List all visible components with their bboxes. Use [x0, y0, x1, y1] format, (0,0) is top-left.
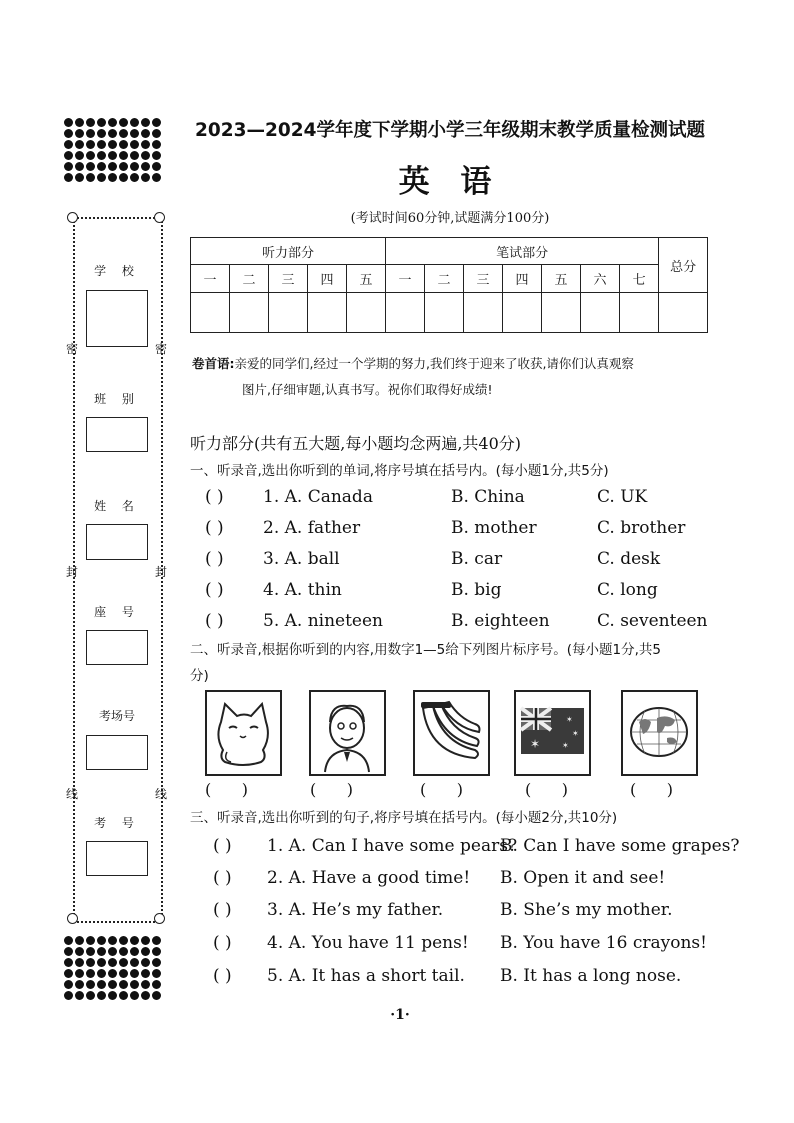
option-c: C. desk	[597, 549, 661, 569]
dot-mark	[130, 151, 139, 160]
australia-flag-icon	[516, 692, 589, 774]
dot-mark	[64, 980, 73, 989]
dot-mark	[108, 140, 117, 149]
dot-mark	[108, 991, 117, 1000]
option-b: B. China	[451, 487, 525, 507]
dot-mark	[75, 118, 84, 127]
dot-mark	[108, 151, 117, 160]
listening-part-heading: 听力部分(共有五大题,每小题均念两遍,共40分)	[190, 434, 522, 453]
dot-mark	[152, 936, 161, 945]
dot-mark	[64, 118, 73, 127]
total-score-cell[interactable]	[659, 293, 708, 333]
dot-mark	[64, 173, 73, 182]
dot-mark	[75, 162, 84, 171]
dot-mark	[108, 162, 117, 171]
option-c: C. UK	[597, 487, 648, 507]
option-a: 5. A. It has a short tail.	[267, 966, 465, 986]
dot-mark	[119, 991, 128, 1000]
option-a: 2. A. Have a good time!	[267, 868, 471, 888]
dot-mark	[141, 958, 150, 967]
dot-mark	[64, 947, 73, 956]
dot-mark	[97, 173, 106, 182]
dot-mark	[64, 140, 73, 149]
globe-icon	[623, 692, 696, 774]
score-cell[interactable]	[347, 293, 386, 333]
dot-mark	[97, 151, 106, 160]
dot-mark	[97, 947, 106, 956]
svg-text:✶: ✶	[530, 737, 541, 751]
dot-mark	[141, 980, 150, 989]
section1-question	[205, 487, 725, 517]
dot-mark	[119, 173, 128, 182]
school-field[interactable]	[86, 290, 148, 347]
ring-icon	[67, 212, 78, 223]
dot-mark	[86, 173, 95, 182]
subject-title: 英 语	[398, 164, 502, 200]
dot-mark	[130, 129, 139, 138]
seal-mark: 密	[66, 342, 79, 356]
exam-info: (考试时间60分钟,试题满分100分)	[350, 211, 550, 226]
answer-paren[interactable]: ( )	[205, 487, 224, 507]
score-col-header: 四	[308, 265, 347, 293]
dot-mark	[130, 140, 139, 149]
score-col-header: 三	[464, 265, 503, 293]
dot-mark	[86, 140, 95, 149]
exam-room-label: 考场号	[98, 709, 135, 723]
option-b: B. car	[451, 549, 503, 569]
dot-mark	[86, 958, 95, 967]
section3-question	[213, 966, 733, 996]
section2-heading-cont: 分)	[190, 668, 209, 684]
dot-mark	[130, 980, 139, 989]
dot-mark	[141, 140, 150, 149]
answer-paren[interactable]: ( )	[213, 868, 232, 888]
dot-mark	[152, 129, 161, 138]
answer-paren[interactable]: ( )	[205, 549, 224, 569]
dot-mark	[108, 947, 117, 956]
dot-mark	[64, 958, 73, 967]
score-col-header: 二	[230, 265, 269, 293]
score-cell[interactable]	[503, 293, 542, 333]
section1-heading: 一、听录音,选出你听到的单词,将序号填在括号内。(每小题1分,共5分)	[190, 463, 609, 479]
option-a: 4. A. You have 11 pens!	[267, 933, 469, 953]
decorative-dots-bottom	[64, 936, 162, 1000]
score-cell[interactable]	[581, 293, 620, 333]
exam-title: 2023—2024学年度下学期小学三年级期末教学质量检测试题	[195, 120, 705, 141]
dot-mark	[75, 173, 84, 182]
dot-mark	[152, 118, 161, 127]
dot-mark	[119, 936, 128, 945]
class-field[interactable]	[86, 417, 148, 452]
dot-mark	[141, 151, 150, 160]
score-col-header: 五	[347, 265, 386, 293]
score-col-header: 七	[620, 265, 659, 293]
dot-mark	[141, 947, 150, 956]
dot-mark	[141, 162, 150, 171]
seal-mark: 密	[155, 342, 168, 356]
dot-mark	[108, 118, 117, 127]
seal-mark: 封	[155, 565, 168, 579]
dot-mark	[141, 173, 150, 182]
picture-answer-paren[interactable]: ( )	[630, 780, 673, 799]
exam-number-field[interactable]	[86, 841, 148, 876]
dot-mark	[108, 129, 117, 138]
page-number: ·1·	[390, 1007, 410, 1023]
dot-mark	[152, 969, 161, 978]
dot-mark	[130, 947, 139, 956]
answer-paren[interactable]: ( )	[205, 580, 224, 600]
dot-mark	[75, 958, 84, 967]
listening-part-header: 听力部分	[191, 238, 386, 265]
score-col-header: 一	[386, 265, 425, 293]
australia-flag-picture	[514, 690, 591, 776]
answer-paren[interactable]: ( )	[213, 966, 232, 986]
dot-mark	[119, 969, 128, 978]
answer-paren[interactable]: ( )	[213, 836, 232, 856]
score-col-header: 六	[581, 265, 620, 293]
dot-mark	[108, 936, 117, 945]
dot-mark	[86, 118, 95, 127]
dot-mark	[108, 958, 117, 967]
bananas-icon	[415, 692, 488, 774]
dot-mark	[130, 958, 139, 967]
dot-mark	[152, 958, 161, 967]
dot-mark	[86, 991, 95, 1000]
option-a: 1. A. Canada	[263, 487, 373, 507]
svg-text:✶: ✶	[566, 715, 573, 724]
seat-number-field[interactable]	[86, 630, 148, 665]
dot-mark	[141, 991, 150, 1000]
option-b: B. She’s my mother.	[500, 900, 673, 920]
seal-mark: 线	[66, 787, 79, 801]
bananas-picture	[413, 690, 490, 776]
option-c: C. brother	[597, 518, 686, 538]
seal-mark: 线	[155, 787, 168, 801]
dot-mark	[97, 991, 106, 1000]
section1-question	[205, 518, 725, 548]
answer-paren[interactable]: ( )	[213, 900, 232, 920]
score-col-header: 五	[542, 265, 581, 293]
dot-mark	[97, 162, 106, 171]
dot-mark	[119, 118, 128, 127]
dot-mark	[97, 140, 106, 149]
score-cell[interactable]	[269, 293, 308, 333]
option-b: B. Open it and see!	[500, 868, 666, 888]
dot-mark	[75, 140, 84, 149]
section1-question	[205, 580, 725, 610]
score-col-header: 一	[191, 265, 230, 293]
option-b: B. You have 16 crayons!	[500, 933, 707, 953]
score-cell[interactable]	[386, 293, 425, 333]
foreword-label: 卷首语:	[192, 356, 235, 371]
dot-mark	[119, 140, 128, 149]
dot-mark	[64, 129, 73, 138]
total-score-header: 总分	[659, 238, 708, 293]
dot-mark	[75, 936, 84, 945]
dot-mark	[130, 173, 139, 182]
dot-mark	[141, 969, 150, 978]
dot-mark	[64, 969, 73, 978]
section1-question	[205, 611, 725, 641]
dot-mark	[97, 969, 106, 978]
option-b: B. big	[451, 580, 502, 600]
dot-mark	[108, 173, 117, 182]
dot-mark	[75, 151, 84, 160]
dot-mark	[119, 129, 128, 138]
dot-mark	[119, 980, 128, 989]
dot-mark	[86, 980, 95, 989]
option-a: 1. A. Can I have some pears?	[267, 836, 518, 856]
globe-picture	[621, 690, 698, 776]
answer-paren[interactable]: ( )	[213, 933, 232, 953]
grandpa-icon	[311, 692, 384, 774]
picture-answer-paren[interactable]: ( )	[310, 780, 353, 799]
section2-heading: 二、听录音,根据你听到的内容,用数字1—5给下列图片标序号。(每小题1分,共5	[190, 642, 661, 658]
dot-mark	[141, 118, 150, 127]
dot-mark	[141, 936, 150, 945]
dot-mark	[75, 947, 84, 956]
dot-mark	[152, 162, 161, 171]
picture-answer-paren[interactable]: ( )	[205, 780, 248, 799]
dot-mark	[108, 980, 117, 989]
score-table	[190, 237, 708, 333]
score-cell[interactable]	[464, 293, 503, 333]
cat-picture	[205, 690, 282, 776]
option-a: 3. A. ball	[263, 549, 340, 569]
dot-mark	[130, 118, 139, 127]
class-label: 班 别	[94, 392, 140, 406]
option-a: 3. A. He’s my father.	[267, 900, 444, 920]
option-a: 5. A. nineteen	[263, 611, 384, 631]
dot-mark	[64, 991, 73, 1000]
name-label: 姓 名	[94, 499, 140, 513]
dot-mark	[119, 162, 128, 171]
decorative-dots-top	[64, 118, 162, 182]
dot-mark	[86, 947, 95, 956]
dot-mark	[152, 173, 161, 182]
section3-question	[213, 900, 733, 930]
option-b: B. Can I have some grapes?	[500, 836, 740, 856]
grandpa-picture	[309, 690, 386, 776]
dot-mark	[75, 980, 84, 989]
answer-paren[interactable]: ( )	[205, 611, 224, 631]
seat-number-label: 座 号	[94, 605, 140, 619]
section3-question	[213, 933, 733, 963]
dot-mark	[130, 936, 139, 945]
svg-text:✶: ✶	[562, 741, 569, 750]
name-field[interactable]	[86, 524, 148, 560]
dot-mark	[75, 991, 84, 1000]
dot-mark	[86, 969, 95, 978]
option-a: 2. A. father	[263, 518, 361, 538]
dot-mark	[86, 936, 95, 945]
foreword-line1: 亲爱的同学们,经过一个学期的努力,我们终于迎来了收获,请你们认真观察	[234, 356, 634, 371]
ring-icon	[67, 913, 78, 924]
option-b: B. eighteen	[451, 611, 550, 631]
dot-mark	[64, 936, 73, 945]
score-cell[interactable]	[542, 293, 581, 333]
answer-paren[interactable]: ( )	[205, 518, 224, 538]
dot-mark	[152, 980, 161, 989]
dot-mark	[152, 947, 161, 956]
cat-icon	[207, 692, 280, 774]
score-cell[interactable]	[425, 293, 464, 333]
dot-mark	[64, 151, 73, 160]
score-cell[interactable]	[230, 293, 269, 333]
dot-mark	[141, 129, 150, 138]
score-cell[interactable]	[191, 293, 230, 333]
dot-mark	[86, 162, 95, 171]
dot-mark	[152, 140, 161, 149]
foreword	[192, 351, 717, 403]
dot-mark	[119, 151, 128, 160]
dot-mark	[97, 129, 106, 138]
dot-mark	[108, 969, 117, 978]
picture-answer-paren[interactable]: ( )	[420, 780, 463, 799]
dot-mark	[130, 162, 139, 171]
dot-mark	[97, 958, 106, 967]
exam-number-label: 考 号	[94, 816, 140, 830]
ring-icon	[154, 913, 165, 924]
dot-mark	[130, 969, 139, 978]
picture-answer-paren[interactable]: ( )	[525, 780, 568, 799]
writing-part-header: 笔试部分	[386, 238, 659, 265]
foreword-line2: 图片,仔细审题,认真书写。祝你们取得好成绩!	[242, 382, 493, 397]
score-col-header: 四	[503, 265, 542, 293]
dot-mark	[119, 958, 128, 967]
score-col-header: 二	[425, 265, 464, 293]
dot-mark	[75, 969, 84, 978]
section1-question	[205, 549, 725, 579]
ring-icon	[154, 212, 165, 223]
option-a: 4. A. thin	[263, 580, 342, 600]
dot-mark	[64, 162, 73, 171]
dot-mark	[152, 991, 161, 1000]
dot-mark	[152, 151, 161, 160]
option-b: B. It has a long nose.	[500, 966, 682, 986]
score-col-header: 三	[269, 265, 308, 293]
score-cell[interactable]	[308, 293, 347, 333]
dot-mark	[97, 936, 106, 945]
dot-mark	[97, 118, 106, 127]
section3-question	[213, 836, 740, 866]
dot-mark	[130, 991, 139, 1000]
option-b: B. mother	[451, 518, 537, 538]
section3-heading: 三、听录音,选出你听到的句子,将序号填在括号内。(每小题2分,共10分)	[190, 810, 618, 826]
dot-mark	[97, 980, 106, 989]
seal-mark: 封	[66, 565, 79, 579]
option-c: C. long	[597, 580, 658, 600]
option-c: C. seventeen	[597, 611, 708, 631]
svg-text:✶: ✶	[572, 729, 579, 738]
dot-mark	[86, 151, 95, 160]
dot-mark	[119, 947, 128, 956]
score-cell[interactable]	[620, 293, 659, 333]
exam-room-field[interactable]	[86, 735, 148, 770]
school-label: 学 校	[94, 264, 140, 278]
section3-question	[213, 868, 733, 898]
dot-mark	[86, 129, 95, 138]
dot-mark	[75, 129, 84, 138]
